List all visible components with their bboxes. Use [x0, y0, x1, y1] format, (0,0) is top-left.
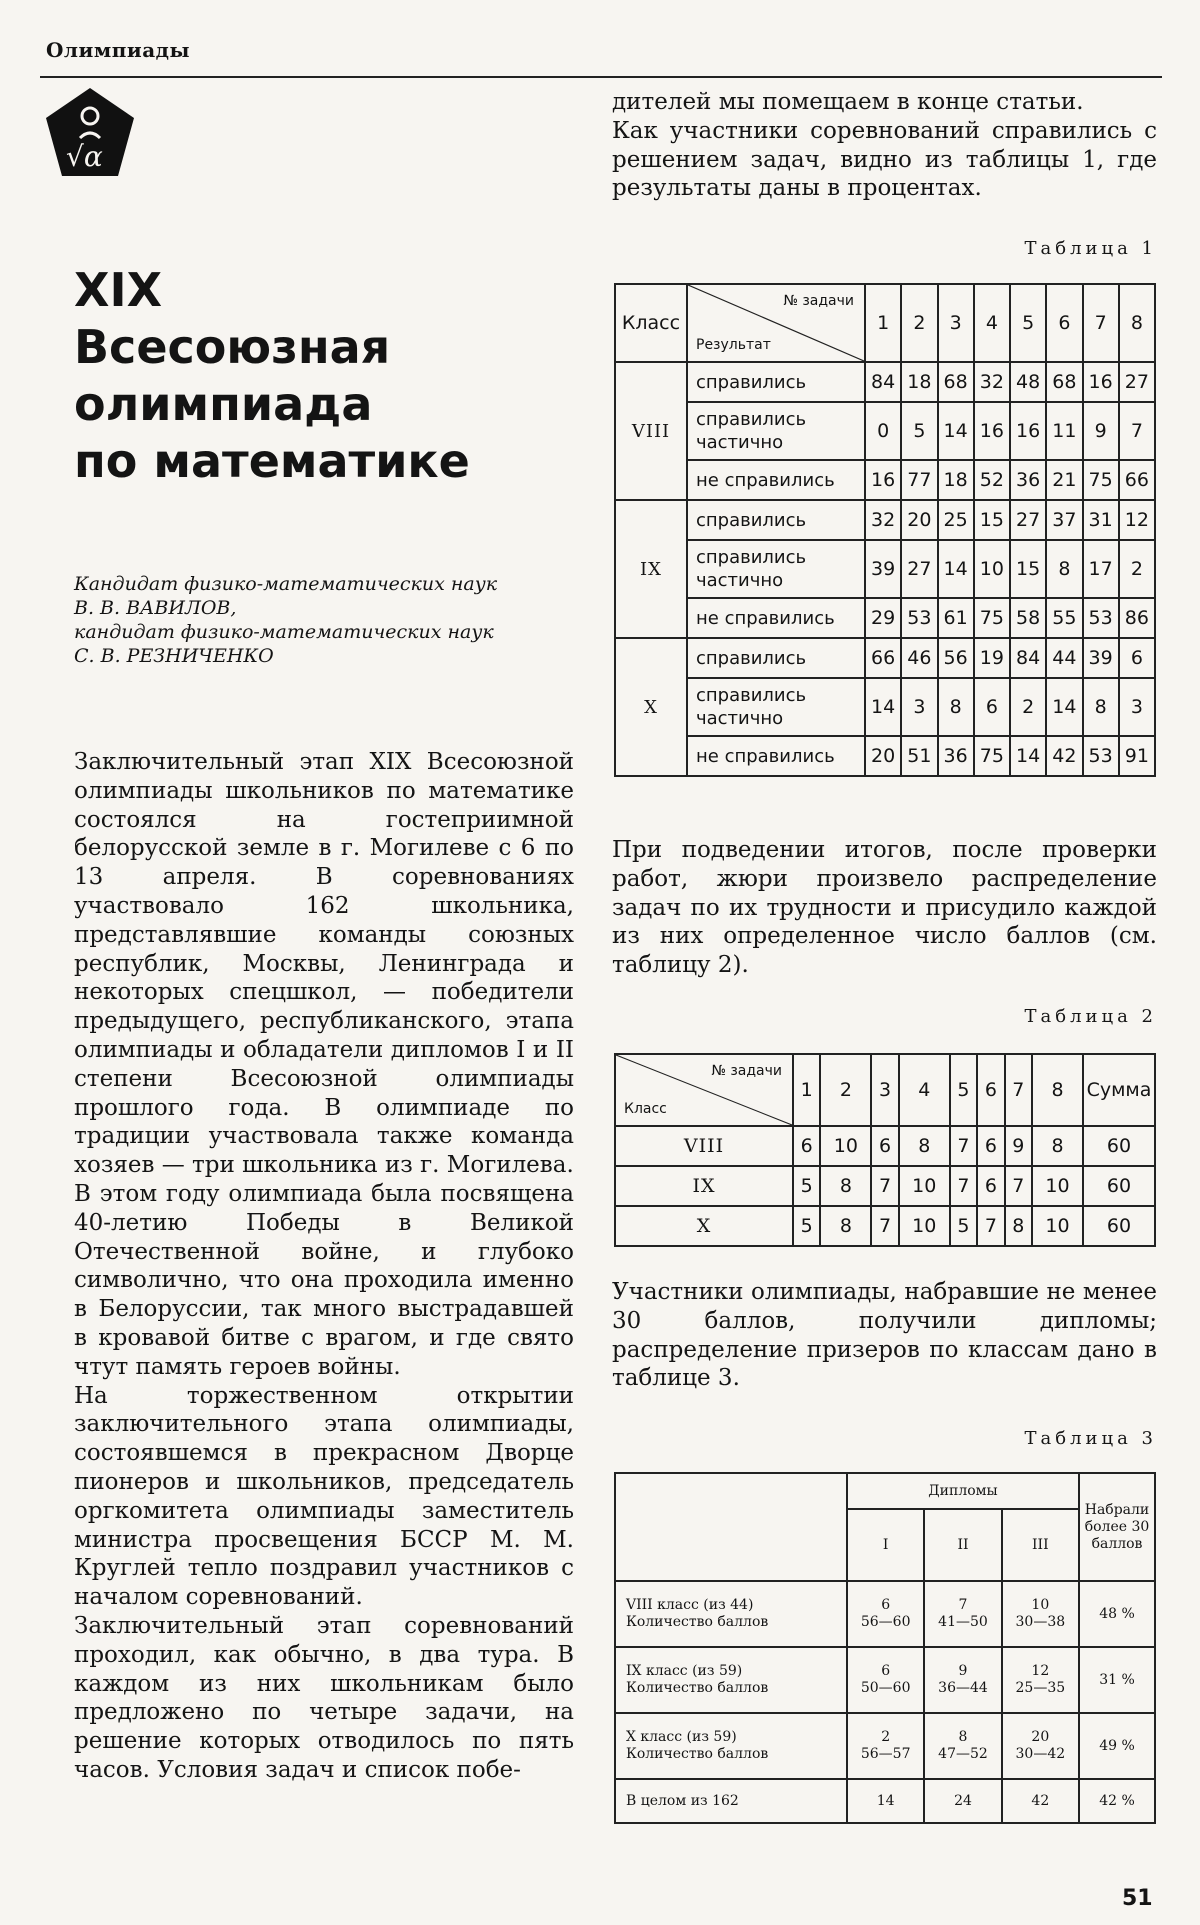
- body-right-top: [612, 88, 1157, 203]
- table1-cell: 42: [1046, 736, 1082, 776]
- table1-cell: 8: [1083, 678, 1119, 736]
- table3-range: 41—50: [938, 1614, 988, 1630]
- table1-row-label: справились частично: [687, 678, 865, 736]
- table1-row-label: справились частично: [687, 402, 865, 460]
- table1-task-number: 3: [938, 284, 974, 362]
- table1-cell: 36: [1010, 460, 1046, 500]
- table3-cell: [924, 1647, 1001, 1713]
- table1-cell: 32: [974, 362, 1010, 402]
- table1-cell: 16: [974, 402, 1010, 460]
- paragraph: Заключительный этап XIX Всесоюзной олимпиады школьников по математике состоялся на гостеприимной белорусской земле в г. Могилеве с 6 по 13 апреля. В соревнованиях участвовало 162 школьника, представлявшие команды союзных республик, Москвы, Ленинграда и некоторых спецшкол, — победители предыдущего, республиканского, этапа олимпиады и обладатели дипломов I и II степени Всесоюзной олимпиады прошлого года. В олимпиаде по традиции участвовала также команда хозяев — три школьника из г. Могилева.: [74, 749, 574, 1179]
- table3-caption: Таблица 3: [1024, 1428, 1157, 1449]
- table1-cell: 68: [1046, 362, 1082, 402]
- table1-row-label: справились: [687, 362, 865, 402]
- table1-cell: 25: [938, 500, 974, 540]
- table3-row-label: [615, 1713, 847, 1779]
- table3-pct: 31 %: [1079, 1647, 1155, 1713]
- table1-cell: 14: [938, 540, 974, 598]
- table2-cell: 7: [950, 1126, 977, 1166]
- table1-cell: 14: [865, 678, 901, 736]
- table1-cell: 51: [901, 736, 937, 776]
- table3-degree: III: [1002, 1509, 1079, 1581]
- table2-header-task: № задачи: [711, 1063, 782, 1079]
- table3-count: 7: [958, 1597, 968, 1613]
- table1-row-label: не справились: [687, 736, 865, 776]
- table3-range: 25—35: [1015, 1680, 1066, 1696]
- table1-cell: 2: [1010, 678, 1046, 736]
- table1-cell: 14: [1046, 678, 1082, 736]
- table1-header-task: № задачи: [783, 293, 854, 309]
- table1-cell: 10: [974, 540, 1010, 598]
- table3: [614, 1472, 1156, 1824]
- table2-class: X: [615, 1206, 793, 1246]
- byline-line: Кандидат физико-математических наук: [74, 573, 498, 595]
- table2-task-number: 5: [950, 1054, 977, 1126]
- table1-cell: 48: [1010, 362, 1046, 402]
- table1-row-label: справились: [687, 638, 865, 678]
- table3-cell: [1002, 1713, 1079, 1779]
- table2-task-number: 1: [793, 1054, 820, 1126]
- paragraph: В этом году олимпиада была посвящена 40-летию Победы в Великой Отечественной войне, и глубоко символично, что она проходила именно в Белоруссии, так много выстрадавшей в кровавой битве с врагом, и где свято чтут память героев войны.: [74, 1180, 574, 1380]
- table2-class: VIII: [615, 1126, 793, 1166]
- table1-cell: 18: [938, 460, 974, 500]
- table2: [614, 1053, 1156, 1247]
- table3-range: 50—60: [860, 1680, 911, 1696]
- table2-cell: 7: [950, 1166, 977, 1206]
- table1-cell: 18: [901, 362, 937, 402]
- table1-cell: 58: [1010, 598, 1046, 638]
- table1-cell: 16: [1010, 402, 1046, 460]
- table1-cell: 21: [1046, 460, 1082, 500]
- table1-cell: 7: [1119, 402, 1155, 460]
- table1-cell: 53: [901, 598, 937, 638]
- table2-cell: 9: [1005, 1126, 1032, 1166]
- table1-cell: 8: [1046, 540, 1082, 598]
- table3-count: 10: [1031, 1597, 1050, 1613]
- table1-cell: 16: [865, 460, 901, 500]
- table2-task-number: 2: [820, 1054, 871, 1126]
- table1-cell: 66: [865, 638, 901, 678]
- table2-cell: 8: [1032, 1126, 1083, 1166]
- table1-class: VIII: [615, 362, 687, 500]
- table3-total-cell: 42: [1002, 1779, 1079, 1823]
- table1-cell: 27: [1119, 362, 1155, 402]
- paragraph: Заключительный этап соревнований проходил, как обычно, в два тура. В каждом из них школьникам было предложено по четыре задачи, на решение которых отводилось по пять часов. Условия задач и список побе-: [74, 1612, 574, 1783]
- table3-cell: [1002, 1647, 1079, 1713]
- table3-count: 8: [958, 1729, 968, 1745]
- table3-count: 12: [1031, 1663, 1050, 1679]
- table1-task-number: 6: [1046, 284, 1082, 362]
- table2-task-number: 3: [871, 1054, 898, 1126]
- paragraph: дителей мы помещаем в конце статьи.: [612, 89, 1084, 115]
- paragraph: При подведении итогов, после проверки работ, жюри произвело распределение задач по их трудности и присудило каждой из них определенное число баллов (см. таблицу 2).: [612, 837, 1157, 979]
- table3-total-pct: 42 %: [1079, 1779, 1155, 1823]
- table3-range: 36—44: [938, 1680, 988, 1696]
- table3-range: 56—60: [860, 1614, 911, 1630]
- table2-cell: 5: [793, 1166, 820, 1206]
- table3-total-cell: 24: [924, 1779, 1001, 1823]
- table3-range: 56—57: [860, 1746, 911, 1762]
- table2-cell: 6: [793, 1126, 820, 1166]
- table1-cell: 32: [865, 500, 901, 540]
- table1-cell: 86: [1119, 598, 1155, 638]
- table1: [614, 283, 1156, 777]
- table1-cell: 5: [901, 402, 937, 460]
- table3-total-cell: 14: [847, 1779, 924, 1823]
- byline-line: В. В. ВАВИЛОВ,: [74, 597, 237, 619]
- table1-cell: 75: [1083, 460, 1119, 500]
- table2-cell: 6: [871, 1126, 898, 1166]
- table2-task-number: 6: [977, 1054, 1004, 1126]
- table2-sum: 60: [1083, 1166, 1155, 1206]
- table1-cell: 52: [974, 460, 1010, 500]
- table1-caption: Таблица 1: [1024, 238, 1157, 259]
- table2-cell: 8: [899, 1126, 950, 1166]
- paragraph: На торжественном открытии заключительного этапа олимпиады, состоявшемся в прекрасном Дворце пионеров и школьников, председатель оргкомитета олимпиады заместитель министра просвещения БССР М. М. Круглей тепло поздравил участников с началом соревнований.: [74, 1382, 574, 1611]
- article-title: [74, 262, 574, 490]
- table1-cell: 91: [1119, 736, 1155, 776]
- table3-count: 2: [881, 1729, 891, 1745]
- table1-cell: 12: [1119, 500, 1155, 540]
- table2-cell: 10: [1032, 1206, 1083, 1246]
- table1-task-number: 1: [865, 284, 901, 362]
- table1-cell: 2: [1119, 540, 1155, 598]
- table2-cell: 10: [820, 1126, 871, 1166]
- table1-header-result: Результат: [696, 337, 771, 353]
- table1-cell: 75: [974, 736, 1010, 776]
- table1-cell: 39: [865, 540, 901, 598]
- title-line: по математике: [74, 434, 470, 488]
- table2-cell: 10: [899, 1166, 950, 1206]
- table3-count: 6: [881, 1663, 891, 1679]
- table1-cell: 6: [974, 678, 1010, 736]
- author-byline: [74, 572, 544, 668]
- table1-cell: 46: [901, 638, 937, 678]
- table3-row-class: X класс (из 59): [626, 1729, 737, 1745]
- journal-logo-icon: [40, 84, 140, 184]
- table1-row-label: не справились: [687, 598, 865, 638]
- table2-sum: 60: [1083, 1206, 1155, 1246]
- table3-range: 47—52: [938, 1746, 988, 1762]
- table1-cell: 84: [1010, 638, 1046, 678]
- table2-sum: 60: [1083, 1126, 1155, 1166]
- table3-cell: [924, 1581, 1001, 1647]
- table1-row-label: справились частично: [687, 540, 865, 598]
- table1-cell: 8: [938, 678, 974, 736]
- table2-sum-header: Сумма: [1083, 1054, 1155, 1126]
- table3-corner: [615, 1473, 847, 1581]
- table1-cell: 9: [1083, 402, 1119, 460]
- title-line: олимпиада: [74, 377, 373, 431]
- table3-row-label: [615, 1581, 847, 1647]
- table1-cell: 15: [1010, 540, 1046, 598]
- table1-cell: 14: [938, 402, 974, 460]
- table1-task-number: 5: [1010, 284, 1046, 362]
- table2-cell: 6: [977, 1126, 1004, 1166]
- table1-cell: 16: [1083, 362, 1119, 402]
- table1-row-label: справились: [687, 500, 865, 540]
- body-right-low: [612, 1278, 1157, 1393]
- table3-row-sub: Количество баллов: [626, 1746, 769, 1762]
- table3-cell: [847, 1647, 924, 1713]
- table3-cell: [847, 1713, 924, 1779]
- title-line: Всесоюзная: [74, 320, 391, 374]
- table1-cell: 53: [1083, 598, 1119, 638]
- table2-cell: 7: [871, 1206, 898, 1246]
- table1-task-number: 4: [974, 284, 1010, 362]
- table1-cell: 55: [1046, 598, 1082, 638]
- title-line: XIX: [74, 263, 163, 317]
- table1-cell: 56: [938, 638, 974, 678]
- body-left-column: [74, 748, 574, 1785]
- paragraph: Как участники соревнований справились с решением задач, видно из таблицы 1, где результаты даны в процентах.: [612, 117, 1157, 202]
- table1-row-label: не справились: [687, 460, 865, 500]
- table3-row-class: VIII класс (из 44): [626, 1597, 754, 1613]
- table2-task-number: 7: [1005, 1054, 1032, 1126]
- table1-cell: 20: [901, 500, 937, 540]
- table1-cell: 36: [938, 736, 974, 776]
- table1-class: X: [615, 638, 687, 776]
- table3-range: 30—38: [1015, 1614, 1066, 1630]
- table2-cell: 10: [899, 1206, 950, 1246]
- table2-cell: 8: [820, 1166, 871, 1206]
- table2-cell: 8: [1005, 1206, 1032, 1246]
- table3-row-label: [615, 1647, 847, 1713]
- table1-cell: 68: [938, 362, 974, 402]
- table3-count: 9: [958, 1663, 968, 1679]
- byline-line: С. В. РЕЗНИЧЕНКО: [74, 645, 274, 667]
- table3-more-header: Набрали более 30 баллов: [1079, 1473, 1155, 1581]
- table1-cell: 14: [1010, 736, 1046, 776]
- table3-count: 20: [1031, 1729, 1050, 1745]
- table2-cell: 7: [1005, 1166, 1032, 1206]
- table2-header-diagonal: [615, 1054, 793, 1126]
- table3-row-sub: Количество баллов: [626, 1614, 769, 1630]
- table1-cell: 27: [1010, 500, 1046, 540]
- table3-total-label: В целом из 162: [615, 1779, 847, 1823]
- table2-class: IX: [615, 1166, 793, 1206]
- table1-cell: 11: [1046, 402, 1082, 460]
- table3-cell: [847, 1581, 924, 1647]
- page-number: 51: [1122, 1886, 1153, 1911]
- svg-text:√α: √α: [66, 140, 103, 173]
- table2-cell: 7: [977, 1206, 1004, 1246]
- table1-cell: 15: [974, 500, 1010, 540]
- table1-cell: 37: [1046, 500, 1082, 540]
- paragraph: Участники олимпиады, набравшие не менее 30 баллов, получили дипломы; распределение призеров по классам дано в таблице 3.: [612, 1279, 1157, 1392]
- table3-degree: II: [924, 1509, 1001, 1581]
- table3-count: 6: [881, 1597, 891, 1613]
- table3-pct: 48 %: [1079, 1581, 1155, 1647]
- table2-task-number: 4: [899, 1054, 950, 1126]
- table1-cell: 75: [974, 598, 1010, 638]
- table1-cell: 66: [1119, 460, 1155, 500]
- table2-task-number: 8: [1032, 1054, 1083, 1126]
- table3-cell: [1002, 1581, 1079, 1647]
- table3-row-sub: Количество баллов: [626, 1680, 769, 1696]
- table3-degree: I: [847, 1509, 924, 1581]
- table1-cell: 77: [901, 460, 937, 500]
- table1-cell: 39: [1083, 638, 1119, 678]
- table1-cell: 19: [974, 638, 1010, 678]
- table3-range: 30—42: [1015, 1746, 1066, 1762]
- table1-task-number: 7: [1083, 284, 1119, 362]
- byline-line: кандидат физико-математических наук: [74, 621, 494, 643]
- table1-class: IX: [615, 500, 687, 638]
- table2-cell: 7: [871, 1166, 898, 1206]
- table3-diplomas-header: Дипломы: [847, 1473, 1079, 1509]
- table1-header-diagonal: [687, 284, 865, 362]
- body-right-mid: [612, 836, 1157, 980]
- table1-cell: 84: [865, 362, 901, 402]
- table1-cell: 31: [1083, 500, 1119, 540]
- table1-cell: 29: [865, 598, 901, 638]
- table1-cell: 6: [1119, 638, 1155, 678]
- table1-cell: 27: [901, 540, 937, 598]
- table3-pct: 49 %: [1079, 1713, 1155, 1779]
- table1-header-class: Класс: [615, 284, 687, 362]
- table1-task-number: 2: [901, 284, 937, 362]
- table1-cell: 53: [1083, 736, 1119, 776]
- header-divider: [40, 76, 1162, 78]
- section-title: Олимпиады: [46, 38, 191, 62]
- table1-cell: 61: [938, 598, 974, 638]
- table1-task-number: 8: [1119, 284, 1155, 362]
- table2-header-class: Класс: [624, 1101, 667, 1117]
- table2-cell: 10: [1032, 1166, 1083, 1206]
- table1-cell: 0: [865, 402, 901, 460]
- table3-row-class: IX класс (из 59): [626, 1663, 743, 1679]
- table1-cell: 17: [1083, 540, 1119, 598]
- table2-cell: 5: [793, 1206, 820, 1246]
- table3-cell: [924, 1713, 1001, 1779]
- table2-cell: 8: [820, 1206, 871, 1246]
- table1-cell: 44: [1046, 638, 1082, 678]
- table2-cell: 6: [977, 1166, 1004, 1206]
- table1-cell: 3: [901, 678, 937, 736]
- table2-caption: Таблица 2: [1024, 1006, 1157, 1027]
- table1-cell: 3: [1119, 678, 1155, 736]
- table2-cell: 5: [950, 1206, 977, 1246]
- table1-cell: 20: [865, 736, 901, 776]
